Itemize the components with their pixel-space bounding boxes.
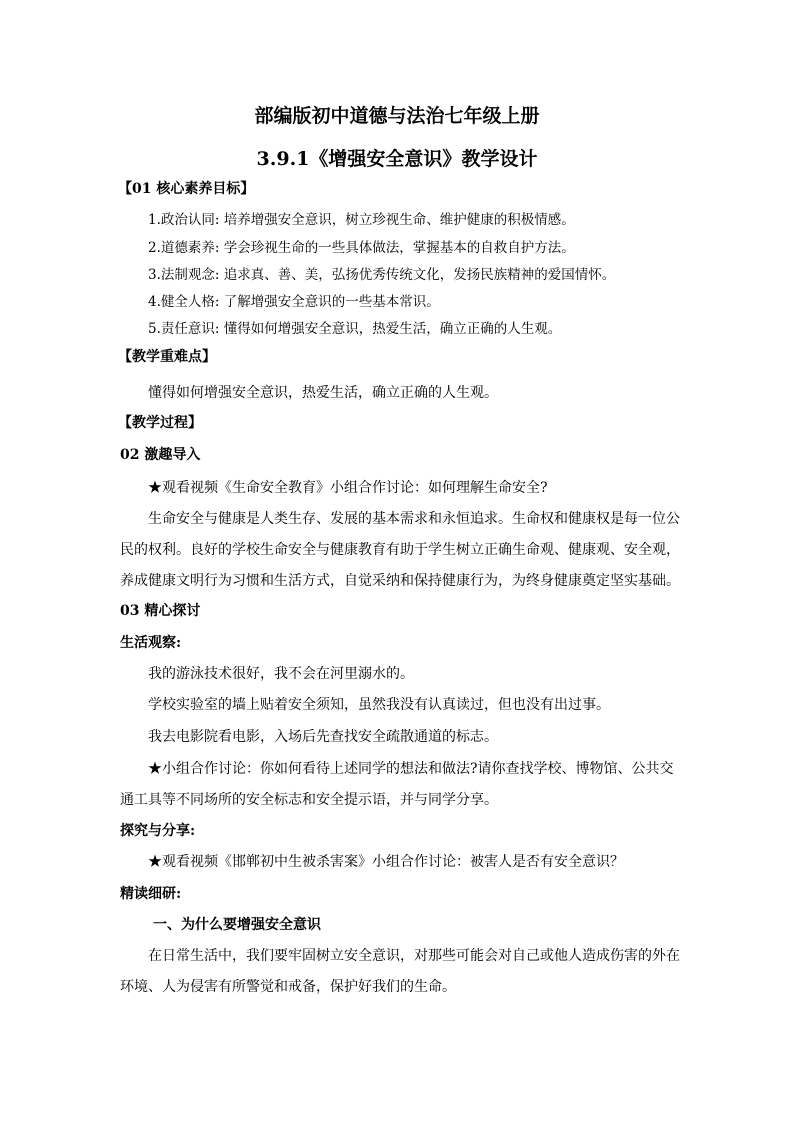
document-subtitle: 3.9.1《增强安全意识》教学设计 xyxy=(256,148,538,170)
key-points-heading: 【教学重难点】 xyxy=(118,349,216,365)
explore-heading: 03 精心探讨 xyxy=(120,603,201,619)
goal-item-3: 3.法制观念: 追求真、善、美，弘扬优秀传统文化，发扬民族精神的爱国情怀。 xyxy=(148,267,616,283)
intro-para-line-1: 生命安全与健康是人类生存、发展的基本需求和永恒追求。生命权和健康权是每一位公 xyxy=(148,511,680,527)
document-title: 部编版初中道德与法治七年级上册 xyxy=(254,105,540,127)
intro-task: ★观看视频《生命安全教育》小组合作讨论：如何理解生命安全? xyxy=(148,480,548,496)
key-points-text: 懂得如何增强安全意识，热爱生活，确立正确的人生观。 xyxy=(148,385,498,401)
life-observation-item-3: 我去电影院看电影，入场后先查找安全疏散通道的标志。 xyxy=(148,729,498,745)
share-heading: 探究与分享: xyxy=(120,823,196,839)
goal-item-4: 4.健全人格: 了解增强安全意识的一些基本常识。 xyxy=(148,294,440,310)
reading-sub-heading: 一、为什么要增强安全意识 xyxy=(153,917,321,933)
process-heading: 【教学过程】 xyxy=(118,415,202,431)
core-goals-heading: 【01 核心素养目标】 xyxy=(118,181,255,197)
intro-para-line-2: 民的权利。良好的学校生命安全与健康教育有助于学生树立正确生命观、健康观、安全观， xyxy=(120,542,680,558)
life-observation-item-2: 学校实验室的墙上贴着安全须知，虽然我没有认真读过，但也没有出过事。 xyxy=(148,697,610,713)
group-task-line-2: 通工具等不同场所的安全标志和安全提示语，并与同学分享。 xyxy=(120,792,498,808)
goal-item-1: 1.政治认同: 培养增强安全意识，树立珍视生命、维护健康的积极情感。 xyxy=(148,212,575,228)
share-task: ★观看视频《邯郸初中生被杀害案》小组合作讨论：被害人是否有安全意识？ xyxy=(148,854,624,870)
reading-para-line-2: 环境、人为侵害有所警觉和戒备，保护好我们的生命。 xyxy=(120,979,456,995)
goal-item-2: 2.道德素养: 学会珍视生命的一些具体做法，掌握基本的自救自护方法。 xyxy=(148,240,575,256)
life-observation-heading: 生活观察: xyxy=(120,635,182,651)
life-observation-item-1: 我的游泳技术很好，我不会在河里溺水的。 xyxy=(148,666,414,682)
goal-item-5: 5.责任意识: 懂得如何增强安全意识，热爱生活，确立正确的人生观。 xyxy=(148,321,562,337)
intro-heading: 02 激趣导入 xyxy=(120,447,201,463)
reading-para-line-1: 在日常生活中，我们要牢固树立安全意识，对那些可能会对自己或他人造成伤害的外在 xyxy=(148,948,680,964)
reading-heading: 精读细研: xyxy=(120,886,182,902)
intro-para-line-3: 养成健康文明行为习惯和生活方式，自觉采纳和保持健康行为，为终身健康奠定坚实基础。 xyxy=(120,573,680,589)
group-task-line-1: ★小组合作讨论：你如何看待上述同学的想法和做法?请你查找学校、博物馆、公共交 xyxy=(148,761,674,777)
